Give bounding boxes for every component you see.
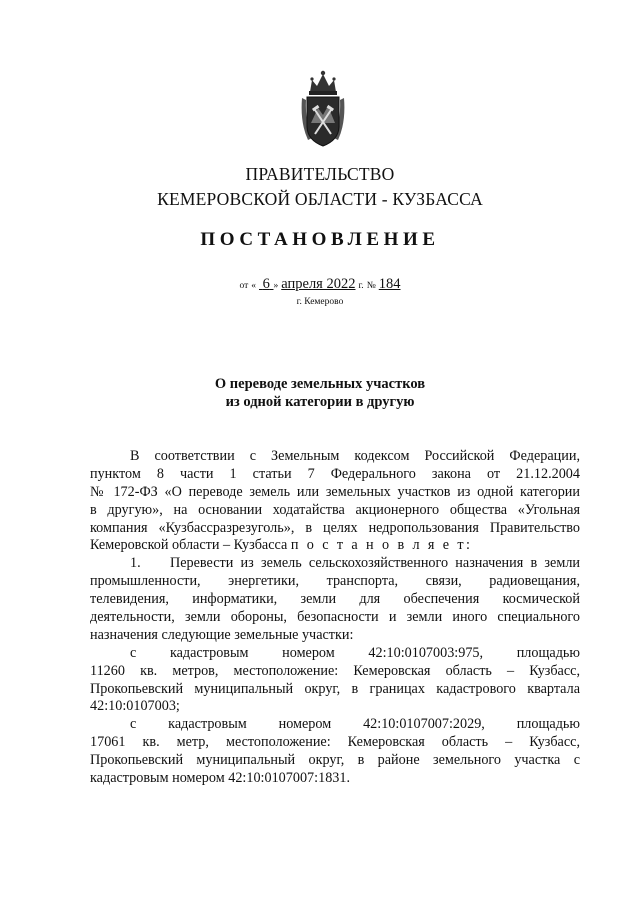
date-ot: от	[239, 281, 249, 291]
resolves-word: п о с т а н о в л я е т:	[290, 537, 473, 554]
government-title-line2: КЕМЕРОВСКОЙ ОБЛАСТИ - КУЗБАССА	[157, 189, 483, 209]
subject-line1: О переводе земельных участков	[214, 376, 426, 392]
body-line: Прокопьевский муниципальный округ, в границах кадастрового квартала	[90, 680, 580, 697]
document-subject	[0, 375, 640, 411]
body-line: телевидения, информатики, земли для обеспечения космической	[90, 591, 580, 608]
body-line: кадастровым номером 42:10:0107007:1831.	[90, 770, 351, 787]
body-line: пунктом 8 части 1 статьи 7 Федерального закона от 21.12.2004	[90, 465, 580, 482]
body-line: промышленности, энергетики, транспорта, связи, радиовещания,	[90, 573, 580, 590]
document-type-title: ПОСТАНОВЛЕНИЕ	[200, 229, 440, 250]
quote-close: »	[273, 281, 279, 291]
body-line: № 172-ФЗ «О переводе земель или земельных участков из одной категории	[90, 483, 580, 500]
body-line: деятельности, земли обороны, безопасности и земли иного специального	[90, 609, 580, 626]
subject-line2: из одной категории в другую	[225, 394, 415, 410]
item-1-line: 1. Перевести из земель сельскохозяйственного назначения в земли	[130, 555, 580, 572]
body-line: 42:10:0107003;	[90, 698, 180, 715]
body-line: В соответствии с Земельным кодексом Российской Федерации,	[130, 448, 580, 464]
date-day: 6	[262, 276, 270, 292]
date-number-line	[0, 276, 640, 293]
body-line: в другую», на основании ходатайства акционерного общества «Угольная	[90, 501, 580, 518]
government-title-line1: ПРАВИТЕЛЬСТВО	[245, 164, 395, 184]
document-number: 184	[378, 276, 401, 292]
body-line: 11260 кв. метров, местоположение: Кемеровская область – Кузбасс,	[90, 662, 580, 679]
city-label: г. Кемерово	[296, 297, 344, 307]
plot-2-line: с кадастровым номером 42:10:0107007:2029, площадью	[130, 716, 580, 733]
date-month-year: апреля 2022	[281, 276, 356, 292]
quote-open: «	[251, 281, 256, 291]
body-line: Прокопьевский муниципальный округ, в районе земельного участка с	[90, 752, 580, 769]
body-line: назначения следующие земельные участки:	[90, 626, 354, 643]
plot-1-line: с кадастровым номером 42:10:0107003:975, площадью	[130, 644, 580, 661]
body-line: Кемеровской области – Кузбасса п о с т а н о в л я е т:	[90, 537, 473, 554]
document-body	[90, 448, 580, 788]
body-line: 17061 кв. метр, местоположение: Кемеровская область – Кузбасс,	[90, 734, 580, 751]
coat-of-arms-icon	[298, 68, 348, 150]
body-line: компания «Кузбассразрезуголь», в целях недропользования Правительство	[90, 519, 580, 536]
item-number: 1.	[130, 555, 141, 572]
date-year-suffix: г.	[358, 281, 364, 291]
number-sign: №	[366, 281, 376, 291]
